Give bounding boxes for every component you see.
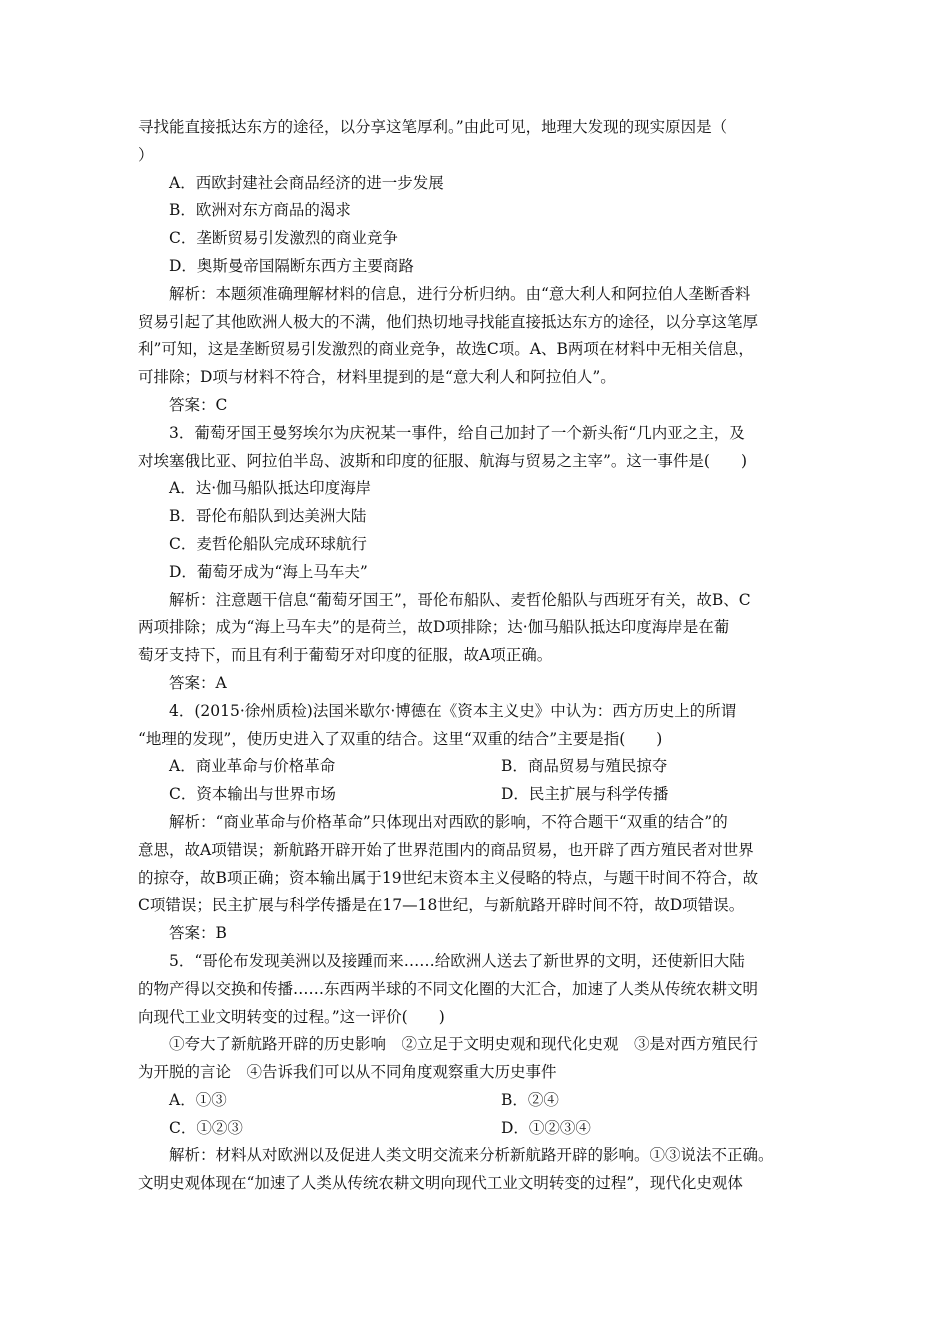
- q5-statements-line: ①夸大了新航路开辟的历史影响 ②立足于文明史观和现代化史观 ③是对西方殖民行: [169, 1035, 759, 1054]
- q4-option-c: C．资本输出与世界市场: [169, 785, 336, 804]
- q2-explanation-line: 可排除；D项与材料不符合，材料里提到的是“意大利人和阿拉伯人”。: [138, 368, 616, 387]
- q2-stem-bracket: ）: [138, 145, 154, 164]
- q5-explanation-line: 解析：材料从对欧洲以及促进人类文明交流来分析新航路开辟的影响。①③说法不正确。: [169, 1146, 774, 1165]
- q2-option-a: A．西欧封建社会商品经济的进一步发展: [169, 173, 444, 192]
- q5-option-c: C．①②③: [169, 1118, 243, 1137]
- q5-stem-line: 5．“哥伦布发现美洲以及接踵而来……给欧洲人送去了新世界的文明，还使新旧大陆: [169, 951, 745, 970]
- q5-option-d: D．①②③④: [501, 1118, 591, 1137]
- q5-explanation-line: 文明史观体现在“加速了人类从传统农耕文明向现代工业文明转变的过程”，现代化史观体: [138, 1174, 743, 1193]
- q3-answer: 答案：A: [169, 673, 227, 692]
- q3-option-d: D．葡萄牙成为“海上马车夫”: [169, 562, 368, 581]
- q3-option-c: C．麦哲伦船队完成环球航行: [169, 534, 367, 553]
- q3-explanation-line: 解析：注意题干信息“葡萄牙国王”，哥伦布船队、麦哲伦船队与西班牙有关，故B、C: [169, 590, 751, 609]
- q4-explanation-line: 的掠夺，故B项正确；资本输出属于19世纪末资本主义侵略的特点，与题干时间不符合，故: [138, 868, 759, 887]
- q3-stem-line: 对埃塞俄比亚、阿拉伯半岛、波斯和印度的征服、航海与贸易之主宰”。这一事件是( ): [138, 451, 748, 470]
- q5-option-a: A．①③: [169, 1090, 227, 1109]
- q2-option-b: B．欧洲对东方商品的渴求: [169, 201, 351, 220]
- q5-statements-line: 为开脱的言论 ④告诉我们可以从不同角度观察重大历史事件: [138, 1063, 557, 1082]
- q3-explanation-line: 萄牙支持下，而且有利于葡萄牙对印度的征服，故A项正确。: [138, 646, 553, 665]
- q4-option-a: A．商业革命与价格革命: [169, 757, 336, 776]
- q4-explanation-line: C项错误；民主扩展与科学传播是在17—18世纪，与新航路开辟时间不符，故D项错误。: [138, 896, 745, 915]
- q2-stem-line: 寻找能直接抵达东方的途径，以分享这笔厚利。”由此可见，地理大发现的现实原因是（: [138, 118, 728, 136]
- q2-explanation-line: 利”可知，这是垄断贸易引发激烈的商业竞争，故选C项。A、B两项在材料中无相关信息，: [138, 340, 754, 359]
- q4-explanation-line: 解析：“商业革命与价格革命”只体现出对西欧的影响，不符合题干“双重的结合”的: [169, 812, 728, 831]
- q5-option-b: B．②④: [501, 1090, 559, 1109]
- page-content: [138, 114, 814, 1198]
- q2-answer: 答案：C: [169, 395, 228, 414]
- q5-stem-line: 向现代工业文明转变的过程。”这一评价( ): [138, 1007, 445, 1026]
- q3-explanation-line: 两项排除；成为“海上马车夫”的是荷兰，故D项排除；达·伽马船队抵达印度海岸是在葡: [138, 618, 730, 637]
- q3-stem-line: 3．葡萄牙国王曼努埃尔为庆祝某一事件，给自己加封了一个新头衔“几内亚之主，及: [169, 423, 745, 442]
- q4-answer: 答案：B: [169, 924, 227, 943]
- q4-option-d: D．民主扩展与科学传播: [501, 785, 669, 804]
- q2-explanation-line: 解析：本题须准确理解材料的信息，进行分析归纳。由“意大利人和阿拉伯人垄断香料: [169, 284, 751, 303]
- q5-options-row: [138, 1087, 814, 1115]
- q4-options-row: [138, 781, 814, 809]
- q4-stem-line: “地理的发现”，使历史进入了双重的结合。这里“双重的结合”主要是指( ): [138, 729, 663, 748]
- q5-options-row: [138, 1115, 814, 1143]
- q4-stem-line: 4．(2015·徐州质检)法国米歇尔·博德在《资本主义史》中认为：西方历史上的所谓: [169, 701, 737, 720]
- q4-option-b: B．商品贸易与殖民掠夺: [501, 757, 668, 776]
- q2-explanation-line: 贸易引起了其他欧洲人极大的不满，他们热切地寻找能直接抵达东方的途径，以分享这笔厚: [138, 312, 759, 331]
- q2-option-d: D．奥斯曼帝国隔断东西方主要商路: [169, 256, 414, 275]
- q2-option-c: C．垄断贸易引发激烈的商业竞争: [169, 229, 398, 248]
- q5-stem-line: 的物产得以交换和传播……东西两半球的不同文化圈的大汇合，加速了人类从传统农耕文明: [138, 979, 759, 998]
- q3-option-b: B．哥伦布船队到达美洲大陆: [169, 507, 367, 526]
- q3-option-a: A．达·伽马船队抵达印度海岸: [169, 479, 372, 498]
- q4-explanation-line: 意思，故A项错误；新航路开辟开始了世界范围内的商品贸易，也开辟了西方殖民者对世界: [138, 840, 754, 859]
- q4-options-row: [138, 753, 814, 781]
